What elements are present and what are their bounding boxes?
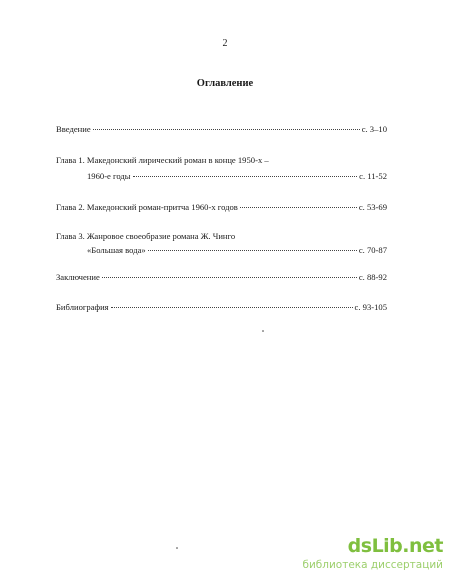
- toc-entry-pages: с. 93-105: [354, 302, 387, 312]
- toc-entry-label-continued: 1960-е годы: [87, 171, 131, 181]
- toc-entry-pages: с. 3–10: [361, 124, 387, 134]
- toc-entry-conclusion: [56, 272, 387, 283]
- scan-speck: [176, 547, 178, 549]
- toc-entry-pages: с. 11-52: [359, 171, 387, 181]
- toc-entry-bibliography: [56, 302, 387, 313]
- toc-entry-introduction: [56, 124, 387, 135]
- dot-leader: [93, 129, 360, 130]
- toc-entry-label: Глава 3. Жанровое своеобразие романа Ж. Чинго: [56, 231, 236, 241]
- dot-leader: [240, 207, 357, 208]
- toc-entry-pages: с. 88-92: [358, 272, 387, 282]
- toc-entry-label: Введение: [56, 124, 91, 134]
- dot-leader: [102, 277, 357, 278]
- toc-entry-label: Библиография: [56, 302, 109, 312]
- dot-leader: [111, 307, 353, 308]
- toc-entry-pages: с. 70-87: [358, 245, 387, 255]
- toc-entry-pages: с. 53-69: [358, 202, 387, 212]
- page-title: Оглавление: [196, 78, 254, 89]
- table-of-contents: [56, 0, 387, 582]
- toc-entry-chapter-2: [56, 202, 387, 213]
- watermark-subtitle: библиотека диссертаций: [302, 559, 443, 571]
- watermark: [302, 535, 447, 579]
- toc-entry-chapter-3: [56, 231, 387, 256]
- dot-leader: [148, 250, 357, 251]
- watermark-logo: dsLib.net: [347, 535, 443, 557]
- toc-entry-chapter-1: [56, 155, 387, 182]
- toc-entry-label: Глава 2. Македонский роман-притча 1960-х годов: [56, 202, 238, 212]
- scan-speck: [262, 330, 264, 332]
- page-number: 2: [222, 38, 228, 49]
- toc-entry-label: Заключение: [56, 272, 100, 282]
- toc-entry-label: Глава 1. Македонский лирический роман в конце 1950-х –: [56, 155, 269, 165]
- dot-leader: [133, 176, 358, 177]
- toc-entry-label-continued: «Большая вода»: [87, 245, 146, 255]
